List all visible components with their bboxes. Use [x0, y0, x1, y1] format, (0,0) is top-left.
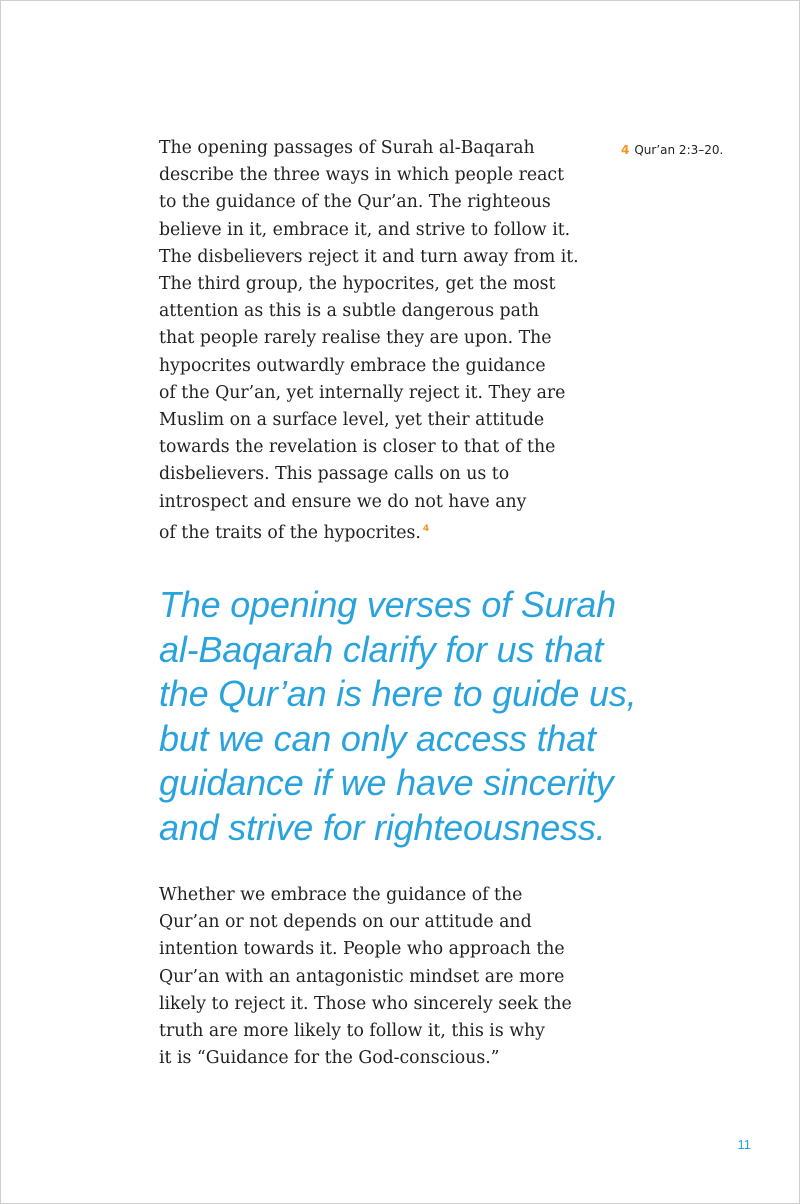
- pull-quote-line: guidance if we have sincerity: [159, 762, 614, 803]
- pull-quote-line: and strive for righteousness.: [159, 806, 606, 848]
- paragraph-line: of the Qur’an, yet internally reject it. They are: [159, 382, 566, 403]
- paragraph-line: disbelievers. This passage calls on us to: [159, 464, 510, 485]
- page-number: 11: [737, 1137, 751, 1152]
- paragraph-line: likely to reject it. Those who sincerely seek the: [159, 993, 572, 1014]
- paragraph-line: that people rarely realise they are upon. The: [159, 328, 552, 349]
- paragraph-line: it is “Guidance for the God-conscious.”: [159, 1048, 500, 1069]
- paragraph-line-text: of the traits of the hypocrites.: [159, 522, 421, 543]
- paragraph-line: describe the three ways in which people react: [159, 165, 565, 186]
- paragraph-line: introspect and ensure we do not have any: [159, 491, 527, 512]
- body-paragraph-2: [159, 882, 589, 1072]
- paragraph-line: towards the revelation is closer to that of the: [159, 437, 556, 458]
- pull-quote-line: The opening verses of Surah: [159, 584, 616, 625]
- paragraph-line: hypocrites outwardly embrace the guidance: [159, 355, 546, 376]
- paragraph-line: believe in it, embrace it, and strive to follow it.: [159, 219, 571, 240]
- paragraph-line: Qur’an or not depends on our attitude and: [159, 912, 532, 933]
- paragraph-line: The third group, the hypocrites, get the most: [159, 274, 556, 295]
- pull-quote-line: al-Baqarah clarify for us that: [159, 628, 604, 670]
- paragraph-line: Muslim on a surface level, yet their attitude: [159, 410, 545, 431]
- paragraph-line: attention as this is a subtle dangerous path: [159, 301, 539, 322]
- paragraph-line: The disbelievers reject it and turn away from it.: [159, 246, 579, 267]
- paragraph-line: Whether we embrace the guidance of the: [159, 885, 523, 905]
- paragraph-line-last: [159, 516, 589, 547]
- paragraph-line: Qur’an with an antagonistic mindset are more: [159, 966, 565, 987]
- footnote-reference[interactable]: 4: [422, 523, 430, 534]
- paragraph-line: truth are more likely to follow it, this is why: [159, 1021, 545, 1042]
- paragraph-line: intention towards it. People who approach the: [159, 939, 565, 960]
- pull-quote-line: the Qur’an is here to guide us,: [159, 673, 637, 714]
- sidenote: [621, 141, 723, 159]
- sidenote-number: 4: [621, 143, 630, 157]
- paragraph-line: to the guidance of the Qur’an. The righteous: [159, 192, 551, 213]
- paragraph-line: The opening passages of Surah al-Baqarah: [159, 138, 535, 158]
- body-paragraph-1: [159, 135, 589, 547]
- pull-quote-line: but we can only access that: [159, 717, 596, 759]
- sidenote-text: Qur’an 2:3–20.: [634, 143, 724, 157]
- pull-quote: [159, 583, 679, 850]
